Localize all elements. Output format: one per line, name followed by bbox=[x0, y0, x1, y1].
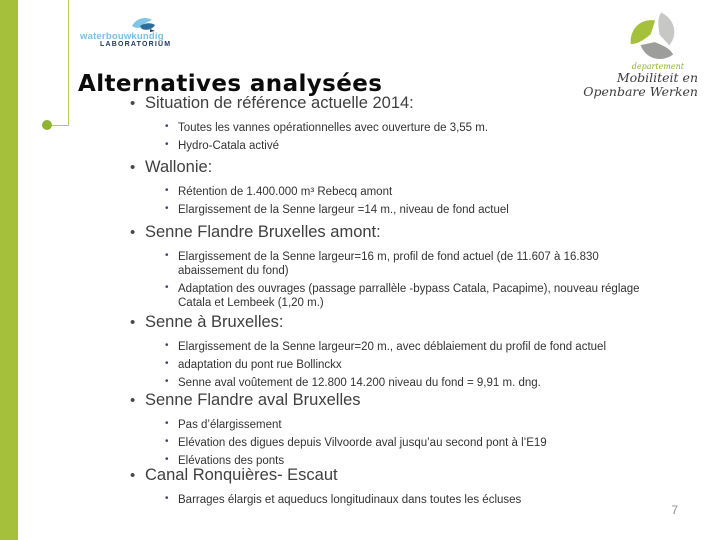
level2-bullet-icon: • bbox=[165, 376, 169, 387]
level2-bullet-icon: • bbox=[165, 340, 169, 351]
sub-bullet-item bbox=[0, 340, 646, 354]
sub-bullet-text: adaptation du pont rue Bollinckx bbox=[178, 359, 342, 371]
logo-text-waterbouwkundig: waterbouwkundig bbox=[80, 31, 164, 42]
sub-bullet-item bbox=[0, 358, 646, 372]
sub-bullet-item bbox=[0, 282, 646, 310]
sub-bullet-text: Senne aval voûtement de 12.800 14.200 niveau du fond = 9,91 m. dng. bbox=[178, 377, 541, 389]
section-heading bbox=[0, 222, 680, 243]
level2-bullet-icon: • bbox=[165, 250, 169, 261]
level1-bullet-icon: • bbox=[130, 467, 136, 484]
level2-bullet-icon: • bbox=[165, 358, 169, 369]
slide-title: Alternatives analysées bbox=[78, 71, 383, 98]
section-heading bbox=[0, 93, 680, 114]
sub-bullet-item bbox=[0, 121, 646, 135]
bullet-section bbox=[0, 157, 680, 221]
sub-bullet-text: Elévation des digues depuis Vilvoorde aval jusqu’au second pont à l’E19 bbox=[178, 437, 547, 449]
level2-bullet-icon: • bbox=[165, 282, 169, 293]
sub-bullet-text: Elargissement de la Senne largeur =14 m., niveau de fond actuel bbox=[178, 204, 509, 216]
sub-bullet-item bbox=[0, 250, 646, 278]
sub-bullet-item bbox=[0, 376, 646, 390]
sub-bullet-item bbox=[0, 493, 646, 507]
section-heading bbox=[0, 157, 680, 178]
bullet-section bbox=[0, 93, 680, 157]
sub-bullet-text: Hydro-Catala activé bbox=[178, 140, 279, 152]
bullet-section bbox=[0, 222, 680, 314]
sub-bullet-text: Elargissement de la Senne largeur=20 m., avec déblaiement du profil de fond actuel bbox=[178, 341, 606, 353]
level2-bullet-icon: • bbox=[165, 203, 169, 214]
section-heading bbox=[0, 312, 680, 333]
section-heading bbox=[0, 390, 680, 411]
level1-bullet-icon: • bbox=[130, 314, 136, 331]
sub-bullet-text: Toutes les vannes opérationnelles avec ouverture de 3,55 m. bbox=[178, 122, 489, 134]
bullet-section bbox=[0, 465, 680, 511]
sub-bullet-text: Elévations des ponts bbox=[178, 455, 285, 467]
sub-bullet-text: Pas d’élargissement bbox=[178, 419, 282, 431]
bullet-section bbox=[0, 390, 680, 472]
logo-text-departement: departement bbox=[631, 62, 684, 71]
bullet-section bbox=[0, 312, 680, 394]
section-heading-text: Situation de référence actuelle 2014: bbox=[145, 94, 414, 112]
sub-bullet-item bbox=[0, 436, 646, 450]
section-heading bbox=[0, 465, 680, 486]
section-heading-text: Senne Flandre Bruxelles amont: bbox=[145, 223, 381, 241]
level1-bullet-icon: • bbox=[130, 95, 136, 112]
level2-bullet-icon: • bbox=[165, 139, 169, 150]
sub-bullet-text: Adaptation des ouvrages (passage parrallèle -bypass Catala, Pacapime), nouveau réglage Catala et Lembeek (1,20 m.) bbox=[178, 283, 640, 309]
level2-bullet-icon: • bbox=[165, 185, 169, 196]
level1-bullet-icon: • bbox=[130, 159, 136, 176]
level2-bullet-icon: • bbox=[165, 436, 169, 447]
page-number: 7 bbox=[671, 503, 678, 517]
sub-bullet-text: Barrages élargis et aqueducs longitudinaux dans toutes les écluses bbox=[178, 494, 522, 506]
level2-bullet-icon: • bbox=[165, 454, 169, 465]
level1-bullet-icon: • bbox=[130, 392, 136, 409]
section-heading-text: Senne à Bruxelles: bbox=[145, 313, 284, 331]
level2-bullet-icon: • bbox=[165, 418, 169, 429]
logo-text-laboratorium: LABORATORIUM bbox=[100, 41, 172, 48]
section-heading-text: Wallonie: bbox=[145, 158, 213, 176]
level1-bullet-icon: • bbox=[130, 224, 136, 241]
level2-bullet-icon: • bbox=[165, 121, 169, 132]
section-heading-text: Canal Ronquières- Escaut bbox=[145, 466, 338, 484]
level2-bullet-icon: • bbox=[165, 493, 169, 504]
logo-text-openbare-werken: Openbare Werken bbox=[583, 84, 698, 99]
logo-text-mobiliteit: Mobiliteit en bbox=[616, 70, 698, 85]
sub-bullet-item bbox=[0, 418, 646, 432]
sub-bullet-item bbox=[0, 139, 646, 153]
sub-bullet-text: Elargissement de la Senne largeur=16 m, profil de fond actuel (de 11.607 à 16.830 abaissement du fond) bbox=[178, 251, 599, 277]
section-heading-text: Senne Flandre aval Bruxelles bbox=[145, 391, 361, 409]
sub-bullet-item bbox=[0, 203, 646, 217]
sub-bullet-text: Rétention de 1.400.000 m³ Rebecq amont bbox=[178, 186, 393, 198]
sub-bullet-item bbox=[0, 185, 646, 199]
